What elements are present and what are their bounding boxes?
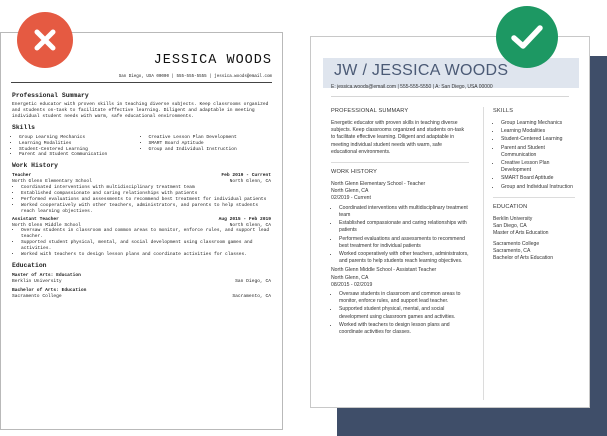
bad-degree: Bachelor of Arts: Education [12, 287, 87, 293]
good-skill-item: • Student-Centered Learning [501, 136, 575, 143]
good-education-heading: EDUCATION [493, 203, 528, 210]
bad-school: Sacramento College [12, 293, 62, 299]
good-job-bullet: • Established compassionate and caring relationships with patients [339, 220, 469, 234]
good-skill-item: • Parent and Student Communication [501, 145, 575, 159]
bad-skills-list [12, 135, 271, 159]
good-job-bullet: • Supported student physical, mental, and social development using classroom games and activities. [339, 306, 469, 320]
good-job-bullet: • Worked with teachers to design lesson plans and coordinate activities for classes. [339, 322, 469, 336]
good-resume-side-column [493, 108, 575, 262]
bad-skill-item: • SMART Board Aptitude [149, 141, 272, 147]
bad-job-dates: Feb 2019 - Current [221, 172, 271, 178]
good-degree: Master of Arts Education [493, 230, 549, 237]
good-skill-item: • Group and Individual Instruction [501, 184, 575, 191]
bad-education-1 [12, 273, 271, 285]
good-job-dates: 02/2019 - Current [331, 195, 371, 202]
good-school: Berklin University [493, 215, 533, 222]
bad-job-bullet: • Worked cooperatively with other teachers, administrators, and parents to help students reach learning objectives. [21, 203, 271, 215]
good-job-dates: 08/2015 - 02/2019 [331, 281, 373, 288]
bad-resume-body [12, 88, 271, 300]
good-section-divider [493, 197, 575, 198]
bad-skill-item: • Group Learning Mechanics [19, 135, 142, 141]
bad-job-bullet: • Worked with teachers to design lesson plans and coordinate activities for classes. [21, 252, 271, 258]
good-resume-name: JW / JESSICA WOODS [334, 62, 509, 79]
good-resume-example [310, 36, 590, 408]
bad-job-bullet: • Supported student physical, mental, and social development using classroom games and activities. [21, 240, 271, 252]
bad-job-bullet: • Coordinated interventions with multidisciplinary treatment team [21, 185, 271, 191]
good-skill-item: • SMART Board Aptitude [501, 175, 575, 182]
bad-resume-name: JESSICA WOODS [153, 53, 272, 68]
bad-school-location: Sacramento, CA [232, 293, 271, 299]
bad-education-2 [12, 288, 271, 300]
good-skill-item: • Group Learning Mechanics [501, 120, 575, 127]
good-school-location: Sacramento, CA [493, 247, 531, 254]
bad-education-heading: Education [12, 262, 47, 270]
good-job-bullet: • Performed evaluations and assessments to recommend best treatment for individual patients [339, 236, 469, 250]
bad-skill-item: • Student-Centered Learning [19, 147, 142, 153]
good-work-heading: WORK HISTORY [331, 169, 378, 176]
good-resume-divider [331, 96, 569, 97]
good-job-bullet: • Coordinated interventions with multidisciplinary treatment team [339, 205, 469, 219]
bad-resume-divider [11, 82, 272, 83]
bad-job-title: Assistant Teacher [12, 216, 59, 222]
good-school-location: San Diego, CA [493, 223, 527, 230]
bad-job-bullet: • Oversaw students in classroom and common areas to monitor, enforce rules, and support lead teacher. [21, 228, 271, 240]
good-resume-main-column [331, 108, 469, 338]
bad-degree: Master of Arts: Education [12, 272, 81, 278]
x-glyph [32, 27, 58, 53]
bad-resume-example [0, 32, 283, 430]
good-job-company-title: North Glenn Middle School - Assistant Teacher [331, 267, 437, 274]
bad-job-company: North Glenn Middle School [12, 222, 81, 228]
bad-skill-item: • Group and Individual Instruction [149, 147, 272, 153]
good-school: Sacramento College [493, 240, 540, 247]
bad-job-location: North Glenn, CA [229, 178, 271, 184]
bad-work-heading: Work History [12, 162, 59, 170]
good-education-1 [493, 216, 575, 238]
bad-skills-heading: Skills [12, 124, 36, 132]
bad-job-2 [12, 217, 271, 259]
bad-skill-item: • Creative Lesson Plan Development [149, 135, 272, 141]
good-skill-item: • Creative Lesson Plan Development [501, 160, 575, 174]
good-skills-heading: SKILLS [493, 108, 514, 114]
good-section-divider [331, 162, 469, 163]
bad-job-bullet: • Performed evaluations and assessments to recommend best treatment for individual patients [21, 197, 271, 203]
bad-job-location: North Glenn, CA [229, 222, 271, 228]
good-summary-text: Energetic educator with proven skills in teaching diverse subjects. Keep classrooms organized and students on-task to facilitate effective learning. Diligent and adaptable in meeting individual student needs with warm, safe educational environments. [331, 119, 465, 155]
check-icon [496, 6, 558, 68]
bad-job-title: Teacher [12, 172, 32, 178]
bad-job-bullet: • Established compassionate and caring relationships with patients [21, 191, 271, 197]
good-job-bullet: • Worked cooperatively with other teachers, administrators, and parents to help students reach learning objectives. [339, 251, 469, 265]
bad-job-company: North Glenn Elementary School [12, 178, 92, 184]
bad-skill-item: • Learning Modalities [19, 141, 142, 147]
good-skill-item: • Learning Modalities [501, 128, 575, 135]
good-education-2 [493, 241, 575, 263]
good-job-2 [331, 267, 469, 336]
bad-school-location: San Diego, CA [235, 278, 271, 284]
bad-summary-text: Energetic educator with proven skills in teaching diverse subjects. Keep classrooms organized and students on-task to facilitate effective learning. Diligent and adaptable in meeting individual student needs with warm, safe educational environments. [12, 102, 269, 120]
good-column-divider [483, 107, 484, 400]
bad-skill-item: • Parent and Student Communication [19, 152, 142, 158]
good-job-bullet: • Oversaw students in classroom and common areas to monitor, enforce rules, and support lead teacher. [339, 291, 469, 305]
good-skills-list [493, 120, 575, 191]
bad-job-1 [12, 173, 271, 215]
good-job-company-title: North Glenn Elementary School - Teacher [331, 180, 426, 187]
good-summary-heading: PROFESSIONAL SUMMARY [331, 108, 409, 114]
good-degree: Bachelor of Arts Education [493, 254, 554, 261]
good-resume-contact: E: jessica.woods@email.com | 555-555-5550 | A: San Diego, USA 00000 [331, 84, 493, 90]
good-job-1 [331, 181, 469, 265]
bad-school: Berklin University [12, 278, 62, 284]
bad-job-dates: Aug 2015 - Feb 2019 [218, 216, 271, 222]
good-job-location: North Glenn, CA [331, 188, 369, 195]
check-glyph [510, 23, 544, 51]
bad-summary-heading: Professional Summary [12, 92, 89, 99]
bad-resume-contact: San Diego, USA 00000 | 555-555-5555 | jessica.woods@email.com [118, 75, 272, 79]
good-job-location: North Glenn, CA [331, 274, 369, 281]
x-icon [17, 12, 73, 68]
